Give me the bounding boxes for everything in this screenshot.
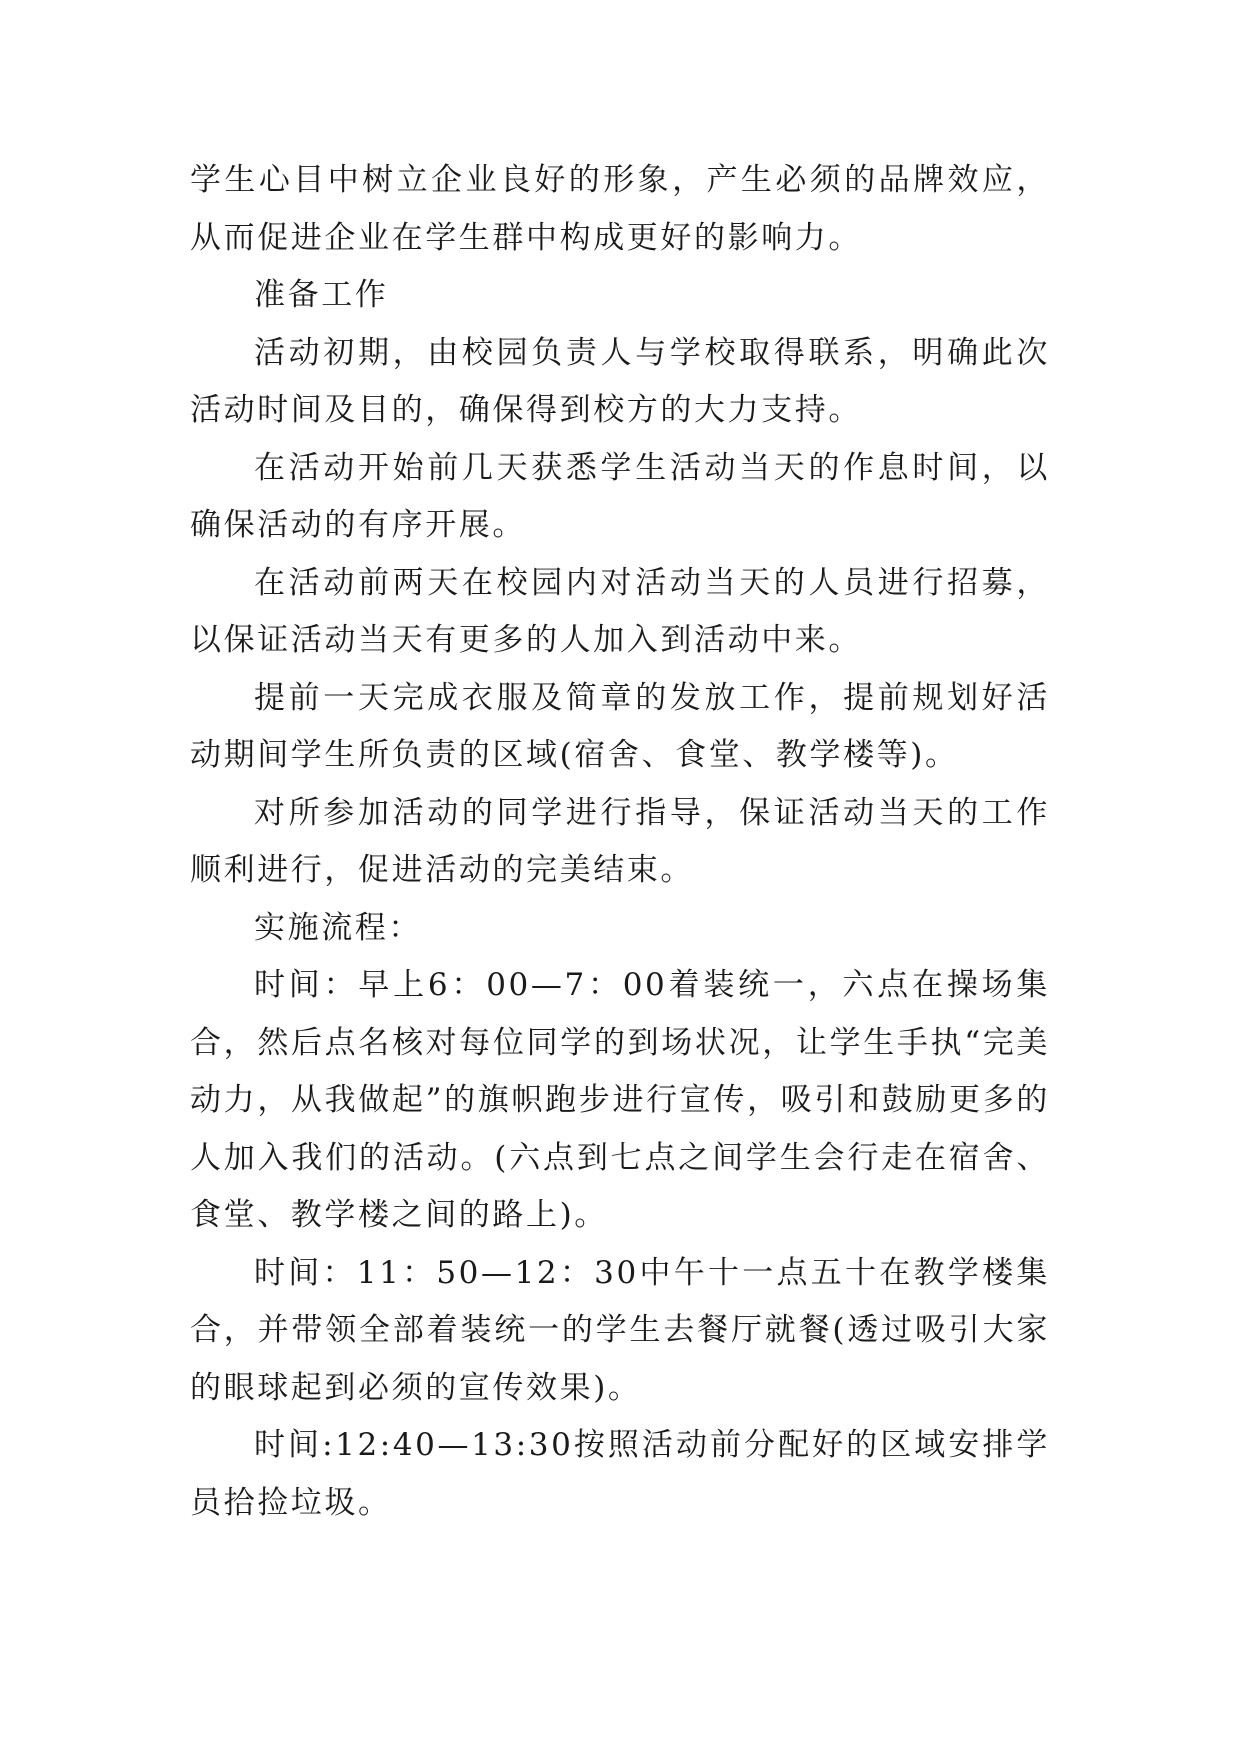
paragraph-guidance: 对所参加活动的同学进行指导，保证活动当天的工作顺利进行，促进活动的完美结束。 [190,794,1050,888]
paragraph-recruitment: 在活动前两天在校园内对活动当天的人员进行招募，以保证活动当天有更多的人加入到活动中来。 [190,564,1050,658]
paragraph-noon: 时间：11：50—12：30中午十一点五十在教学楼集合，并带领全部着装统一的学生去餐厅就餐(透过吸引大家的眼球起到必须的宣传效果)。 [190,1254,1050,1406]
document-body [190,152,1050,1532]
paragraph-morning: 时间：早上6：00—7：00着装统一，六点在操场集合，然后点名核对每位同学的到场状况，让学生手执“完美动力，从我做起”的旗帜跑步进行宣传，吸引和鼓励更多的人加入我们的活动。(六点到七点之间学生会行走在宿舍、食堂、教学楼之间的路上)。 [190,967,1050,1233]
paragraph-early-contact: 活动初期，由校园负责人与学校取得联系，明确此次活动时间及目的，确保得到校方的大力支持。 [190,334,1050,428]
paragraph-schedule: 在活动开始前几天获悉学生活动当天的作息时间，以确保活动的有序开展。 [190,449,1050,543]
heading-preparation: 准备工作 [254,277,389,313]
paragraph-distribution: 提前一天完成衣服及简章的发放工作，提前规划好活动期间学生所负责的区域(宿舍、食堂、教学楼等)。 [190,679,1050,773]
heading-procedure: 实施流程： [254,909,422,946]
paragraph-continuation: 学生心目中树立企业良好的形象，产生必须的品牌效应，从而促进企业在学生群中构成更好的影响力。 [190,162,1050,256]
paragraph-afternoon: 时间:12:40—13:30按照活动前分配好的区域安排学员拾捡垃圾。 [190,1427,1050,1521]
